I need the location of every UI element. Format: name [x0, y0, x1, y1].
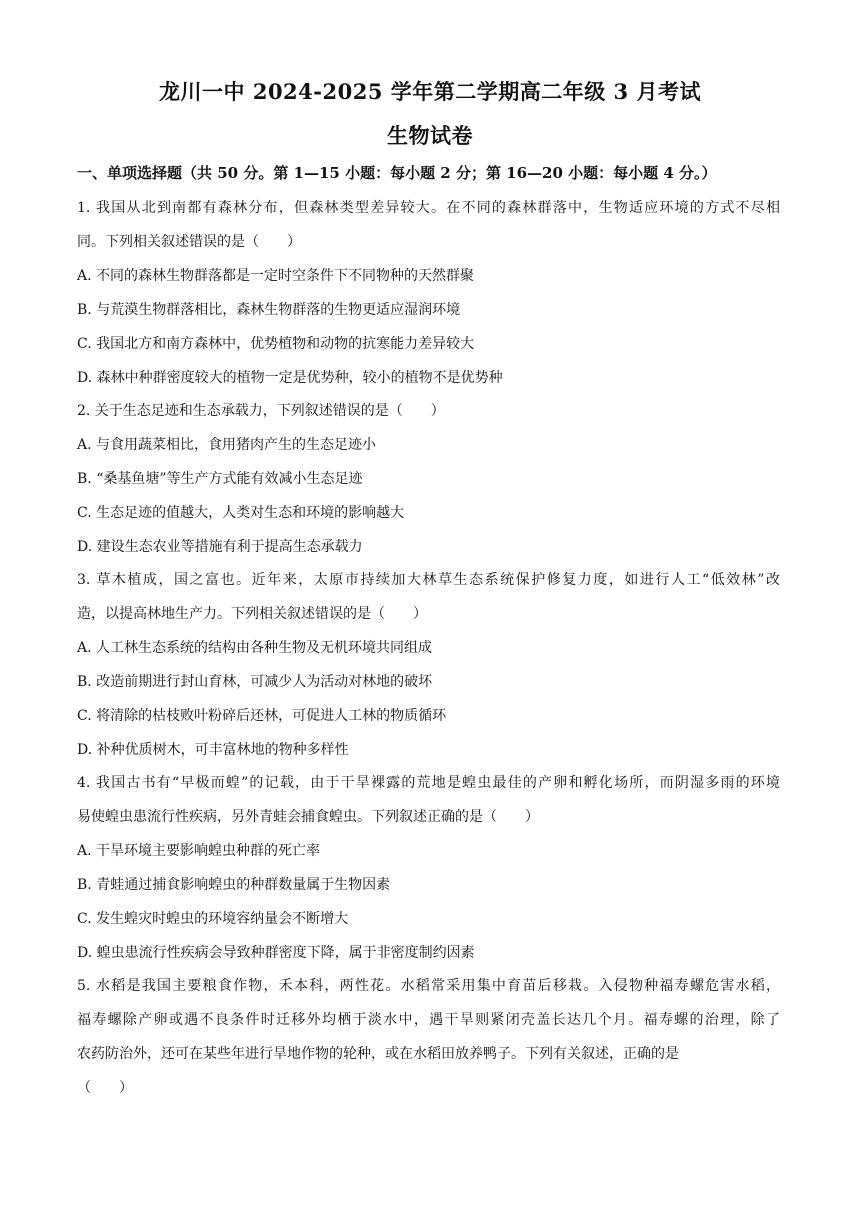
question-4-stem-line-1: 4. 我国古书有“早极而蝗”的记载，由于干旱裸露的荒地是蝗虫最佳的产卵和孵化场所，而阴湿多雨的环境: [77, 775, 780, 791]
question-5-stem-line-1: 5. 水稻是我国主要粮食作物，禾本科，两性花。水稻常采用集中育苗后移栽。入侵物种福寿螺危害水稻，: [77, 978, 780, 994]
question-1-stem-line-1: 1. 我国从北到南都有森林分布，但森林类型差异较大。在不同的森林群落中，生物适应环境的方式不尽相: [77, 200, 780, 216]
question-1-option-a: A. 不同的森林生物群落都是一定时空条件下不同物种的天然群聚: [77, 268, 475, 284]
section-heading: 一、单项选择题（共 50 分。第 1—15 小题：每小题 2 分；第 16—20 小题：每小题 4 分。）: [77, 164, 717, 182]
question-3-stem-line-2: 造，以提高林地生产力。下列相关叙述错误的是（ ）: [77, 606, 427, 622]
question-4-option-b: B. 青蛙通过捕食影响蝗虫的种群数量属于生物因素: [77, 877, 391, 893]
question-4-option-a: A. 干旱环境主要影响蝗虫种群的死亡率: [77, 843, 321, 859]
question-3-option-b: B. 改造前期进行封山育林，可减少人为活动对林地的破坏: [77, 674, 433, 690]
question-1-option-d: D. 森林中种群密度较大的植物一定是优势种，较小的植物不是优势种: [77, 370, 503, 386]
question-5-stem-line-4: （ ）: [77, 1080, 133, 1096]
question-3-option-a: A. 人工林生态系统的结构由各种生物及无机环境共同组成: [77, 640, 433, 656]
question-4-option-c: C. 发生蝗灾时蝗虫的环境容纳量会不断增大: [77, 911, 349, 927]
page-title: 龙川一中 2024-2025 学年第二学期高二年级 3 月考试: [159, 79, 701, 104]
question-1-stem-line-2: 同。下列相关叙述错误的是（ ）: [77, 234, 301, 250]
question-4-option-d: D. 蝗虫患流行性疾病会导致种群密度下降，属于非密度制约因素: [77, 945, 475, 961]
page-subtitle: 生物试卷: [387, 123, 473, 148]
question-2-option-d: D. 建设生态农业等措施有利于提高生态承载力: [77, 539, 363, 555]
question-2-option-a: A. 与食用蔬菜相比，食用猪肉产生的生态足迹小: [77, 437, 377, 453]
question-1-option-b: B. 与荒漠生物群落相比，森林生物群落的生物更适应湿润环境: [77, 302, 461, 318]
question-3-option-d: D. 补种优质树木，可丰富林地的物种多样性: [77, 742, 349, 758]
question-3-stem-line-1: 3. 草木植成，国之富也。近年来，太原市持续加大林草生态系统保护修复力度，如进行人工“低效林”改: [77, 572, 780, 588]
question-2-option-b: B. “桑基鱼塘”等生产方式能有效减小生态足迹: [77, 471, 363, 487]
question-5-stem-line-3: 农药防治外，还可在某些年进行旱地作物的轮种，或在水稻田放养鸭子。下列有关叙述，正确的是: [77, 1046, 679, 1062]
question-5-stem-line-2: 福寿螺除产卵或遇不良条件时迁移外均栖于淡水中，遇干旱则紧闭壳盖长达几个月。福寿螺的治理，除了: [77, 1012, 780, 1028]
question-4-stem-line-2: 易使蝗虫患流行性疾病，另外青蛙会捕食蝗虫。下列叙述正确的是（ ）: [77, 809, 539, 825]
question-2-option-c: C. 生态足迹的值越大，人类对生态和环境的影响越大: [77, 505, 405, 521]
question-2-stem-line-1: 2. 关于生态足迹和生态承载力，下列叙述错误的是（ ）: [77, 403, 445, 419]
question-1-option-c: C. 我国北方和南方森林中，优势植物和动物的抗寒能力差异较大: [77, 336, 475, 352]
question-3-option-c: C. 将清除的枯枝败叶粉碎后还林，可促进人工林的物质循环: [77, 708, 447, 724]
